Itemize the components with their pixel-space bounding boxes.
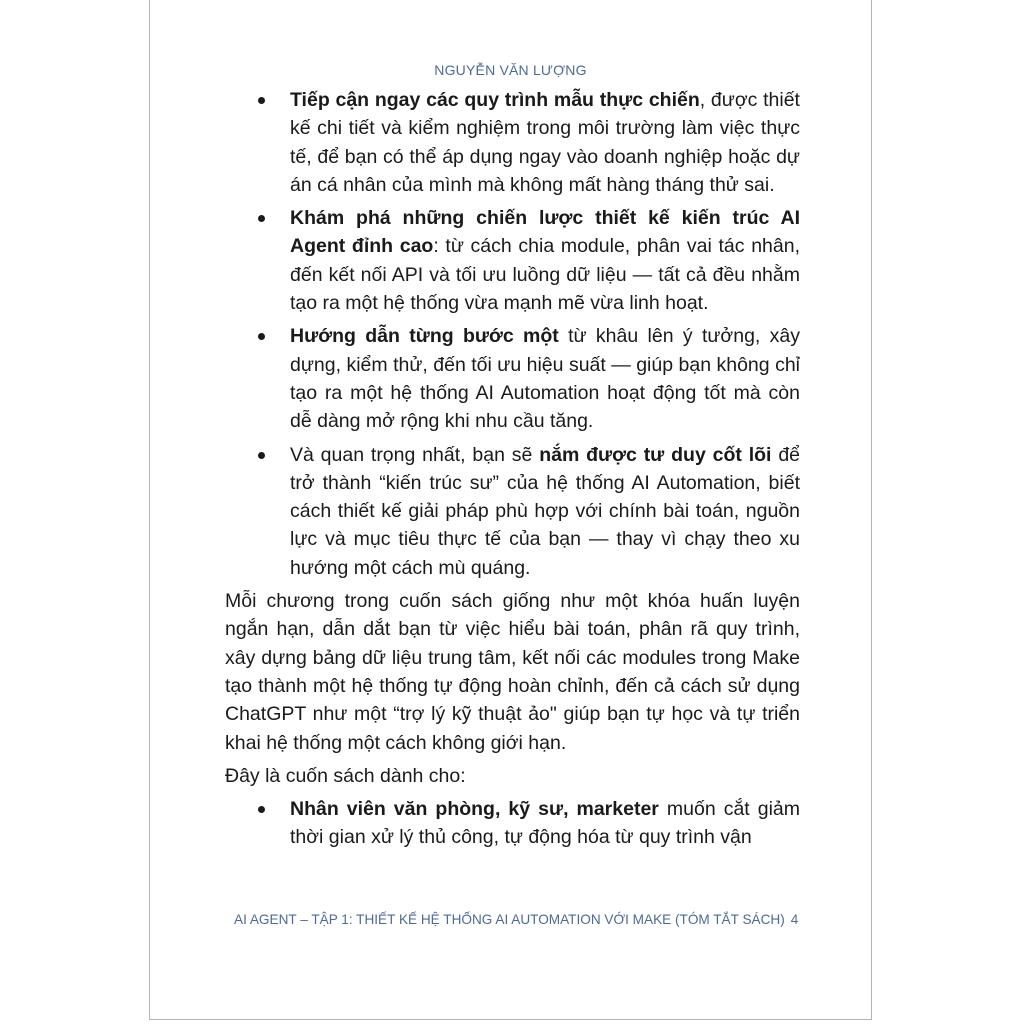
- list-item: [225, 322, 800, 435]
- bullet-icon: [258, 215, 265, 222]
- list-item: [225, 86, 800, 199]
- chapter-description-paragraph: Mỗi chương trong cuốn sách giống như một khóa huấn luyện ngắn hạn, dẫn dắt bạn từ việc hiểu bài toán, phân rã quy trình, xây dựng bảng dữ liệu trung tâm, kết nối các modules trong Make tạo thành một hệ thống tự động hoàn chỉnh, đến cả cách sử dụng ChatGPT như một “trợ lý kỹ thuật ảo" giúp bạn tự học và tự triển khai hệ thống một cách không giới hạn.: [225, 590, 800, 754]
- bullet-icon: [258, 452, 265, 459]
- bullet-bold-lead: Hướng dẫn từng bước một: [290, 325, 559, 348]
- bullet-icon: [258, 333, 265, 340]
- bullet-text: : từ cách chia module, phân vai tác nhân, đến kết nối API và tối ưu luồng dữ liệu — tất cả đều nhằm tạo ra một hệ thống vừa mạnh mẽ vừa linh hoạt.: [290, 235, 800, 315]
- bullet-icon: [258, 97, 265, 104]
- footer-book-title: AI AGENT – TẬP 1: THIẾT KẾ HỆ THỐNG AI AUTOMATION VỚI MAKE (TÓM TẮT SÁCH): [234, 912, 785, 927]
- bullet-text: từ khâu lên ý tưởng, xây dựng, kiểm thử, đến tối ưu hiệu suất — giúp bạn không chỉ tạo ra một hệ thống AI Automation hoạt động tốt mà còn dễ dàng mở rộng khi nhu cầu tăng.: [290, 325, 800, 433]
- feature-bullet-list: [225, 86, 800, 582]
- list-item: [225, 441, 800, 582]
- bullet-icon: [258, 806, 265, 813]
- audience-bullet-list: [225, 795, 800, 852]
- running-header-author: NGUYỄN VĂN LƯỢNG: [434, 62, 587, 78]
- bullet-text: để trở thành “kiến trúc sư” của hệ thống AI Automation, biết cách thiết kế giải pháp phù hợp với chính bài toán, nguồn lực và mục tiêu thực tế của bạn — thay vì chạy theo xu hướng một cách mù quáng.: [290, 443, 801, 579]
- list-item: [225, 204, 800, 317]
- bullet-text: , được thiết kế chi tiết và kiểm nghiệm trong môi trường làm việc thực tế, để bạn có thể áp dụng ngay vào doanh nghiệp hoặc dự án cá nhân của mình mà không mất hàng tháng thử sai.: [290, 89, 800, 196]
- bullet-text: muốn cắt giảm thời gian xử lý thủ công, tự động hóa từ quy trình vận: [290, 798, 800, 849]
- page-number: 4: [790, 912, 799, 927]
- list-item: [225, 795, 800, 852]
- page-body: [225, 86, 800, 852]
- bullet-bold-lead: Khám phá những chiến lược thiết kế kiến trúc AI Agent đỉnh cao: [290, 207, 800, 258]
- bullet-bold-lead: nắm được tư duy cốt lõi: [539, 443, 772, 466]
- bullet-prefix: Và quan trọng nhất, bạn sẽ: [290, 443, 540, 466]
- book-page: [149, 0, 872, 1020]
- bullet-bold-lead: Nhân viên văn phòng, kỹ sư, marketer: [290, 798, 659, 821]
- audience-intro-paragraph: Đây là cuốn sách dành cho:: [225, 764, 466, 787]
- bullet-bold-lead: Tiếp cận ngay các quy trình mẫu thực chiến: [290, 89, 700, 111]
- running-footer: [234, 912, 798, 927]
